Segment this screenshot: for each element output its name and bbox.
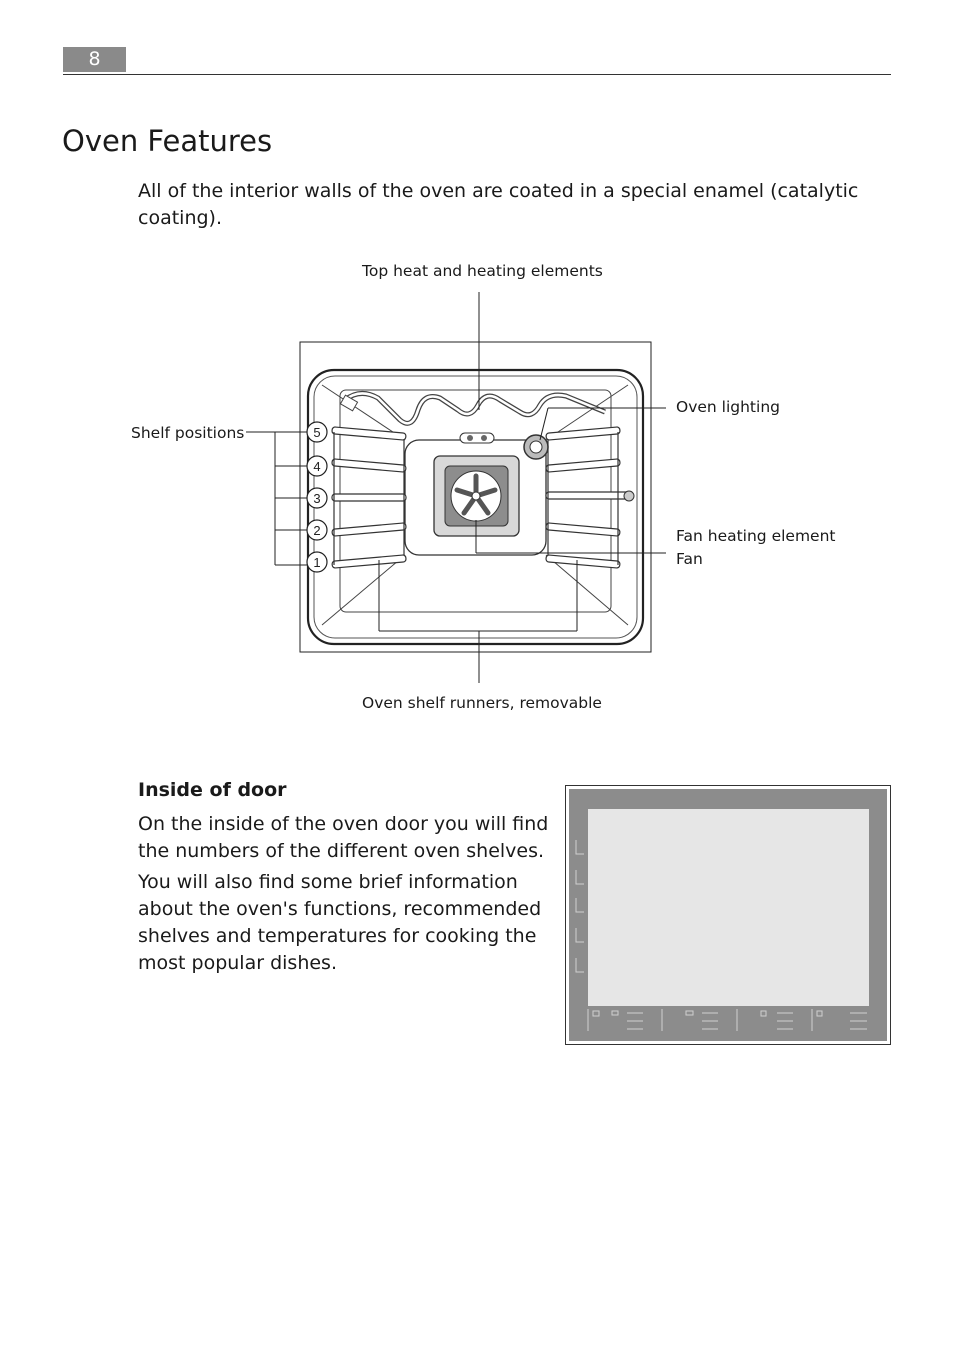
label-fan-heating-element: Fan heating element (676, 527, 836, 545)
right-shelf-runners (546, 427, 632, 568)
left-shelf-runners (332, 427, 406, 568)
label-shelf-positions: Shelf positions (131, 424, 245, 442)
element-connector (460, 433, 494, 443)
door-heading: Inside of door (138, 779, 287, 801)
door-paragraph-2: You will also find some brief information about the oven's functions, recommended shelves and temperatures for cooking the most popular dishes. (138, 871, 542, 974)
shelf-number-3: 3 (313, 491, 321, 506)
shelf-number-4: 4 (313, 459, 321, 474)
page-number: 8 (63, 47, 126, 72)
door-paragraph-1: On the inside of the oven door you will find the numbers of the different oven shelves. (138, 813, 549, 862)
label-shelf-runners: Oven shelf runners, removable (362, 694, 602, 712)
page-title: Oven Features (62, 124, 273, 158)
door-window (588, 809, 869, 1006)
shelf-number-2: 2 (313, 523, 321, 538)
shelf-number-5: 5 (313, 425, 321, 440)
door-illustration (565, 785, 891, 1045)
label-fan: Fan (676, 550, 703, 568)
shelf-number-1: 1 (313, 555, 321, 570)
label-oven-lighting: Oven lighting (676, 398, 780, 416)
label-top-heat: Top heat and heating elements (362, 262, 603, 280)
intro-text: All of the interior walls of the oven are coated in a special enamel (catalytic coating). (138, 180, 859, 229)
